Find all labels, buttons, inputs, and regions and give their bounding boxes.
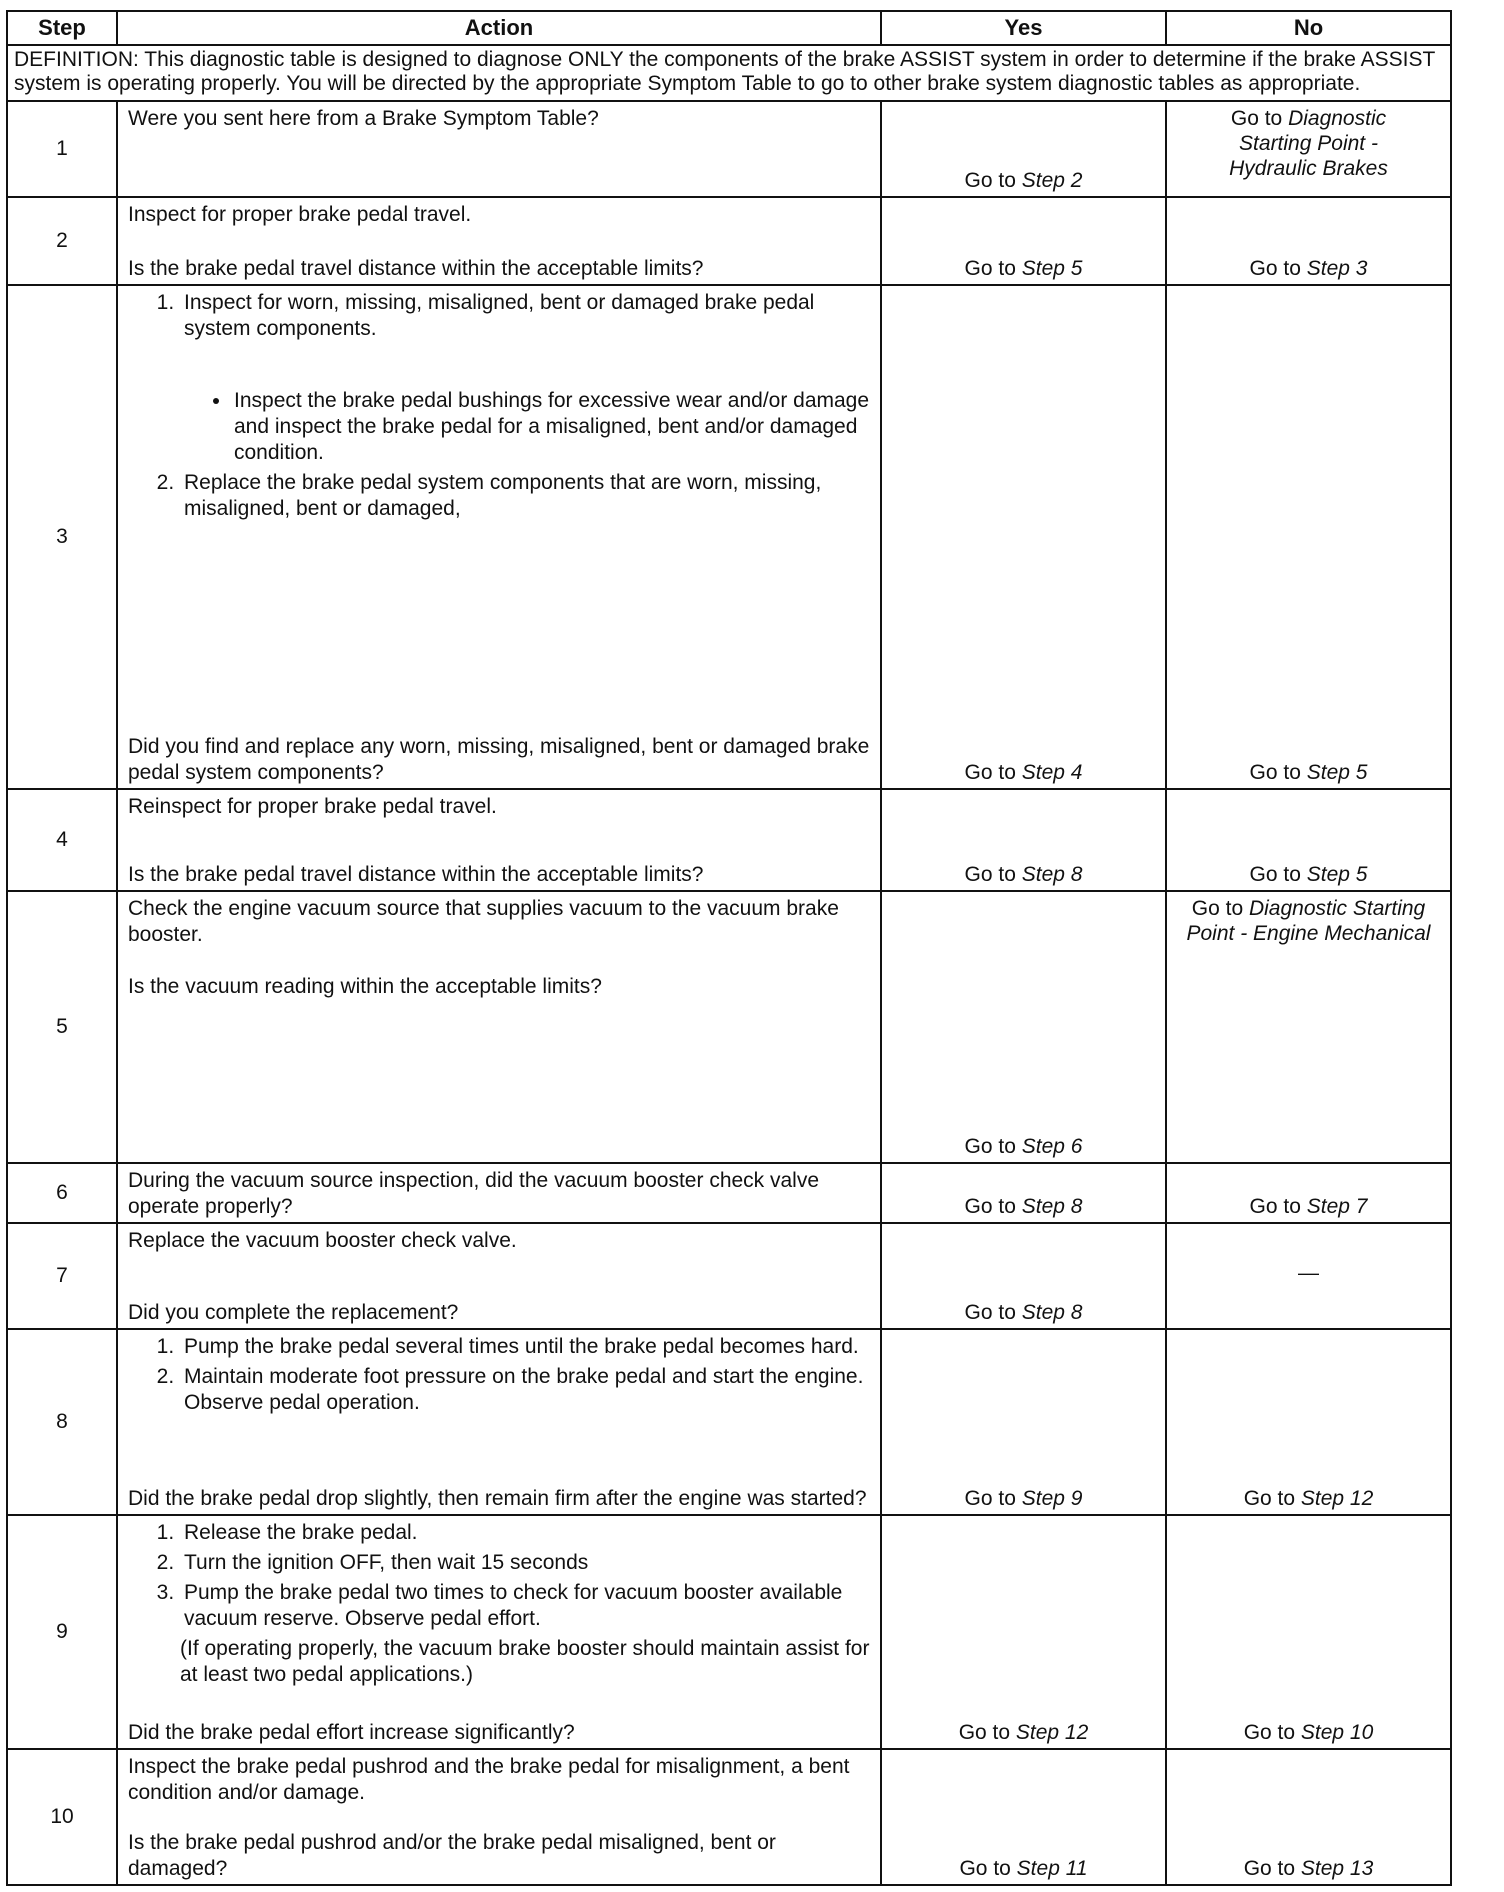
action-step-item: 2. Maintain moderate foot pressure on the brake pedal and start the engine. Observe pedal operation. [180, 1364, 870, 1416]
no-cell [1166, 1223, 1451, 1329]
no-cell [1166, 101, 1451, 197]
table-row [7, 101, 1451, 197]
yes-result: Go to Step 11 [959, 1857, 1088, 1880]
action-instruction: Check the engine vacuum source that supplies vacuum to the vacuum brake booster. [128, 897, 839, 946]
yes-cell [881, 789, 1166, 891]
no-step-ref[interactable]: Step 3 [1306, 257, 1368, 280]
yes-cell [881, 285, 1166, 789]
action-step-item: 1. Inspect for worn, missing, misaligned, bent or damaged brake pedal system components. • Inspect the brake pedal bushings for excessive wear and/or damage and inspect the brake pedal for a misaligned, bent and/or damaged condition. [180, 290, 870, 466]
action-step-item: 2. Replace the brake pedal system components that are worn, missing, misaligned, bent or damaged, [180, 470, 870, 522]
step-number: 3 [7, 285, 117, 789]
yes-step-ref[interactable]: Step 9 [1021, 1487, 1083, 1510]
yes-step-ref[interactable]: Step 12 [1015, 1721, 1089, 1744]
no-result: Go to Step 12 [1243, 1487, 1374, 1510]
yes-step-ref[interactable]: Step 11 [1016, 1857, 1088, 1880]
table-row [7, 197, 1451, 285]
action-cell [117, 197, 881, 285]
yes-step-ref[interactable]: Step 8 [1021, 1301, 1083, 1324]
step-number: 1 [7, 101, 117, 197]
no-result: Go to Step 7 [1249, 1195, 1368, 1218]
action-step-item: 1. Pump the brake pedal several times until the brake pedal becomes hard. [180, 1334, 870, 1360]
no-cell [1166, 285, 1451, 789]
action-cell [117, 789, 881, 891]
no-cell [1166, 789, 1451, 891]
step-number: 7 [7, 1223, 117, 1329]
action-question: Did you complete the replacement? [128, 1301, 459, 1324]
table-row [7, 1329, 1451, 1515]
no-step-ref[interactable]: Step 5 [1306, 863, 1368, 886]
yes-cell [881, 1329, 1166, 1515]
action-cell [117, 1749, 881, 1885]
yes-result: Go to Step 9 [964, 1487, 1083, 1510]
action-steps-list [128, 1520, 870, 1636]
header-row [7, 11, 1451, 45]
action-question: Did the brake pedal effort increase significantly? [128, 1721, 575, 1744]
action-cell [117, 285, 881, 789]
no-cell [1166, 1163, 1451, 1223]
no-cell [1166, 1749, 1451, 1885]
no-cell [1166, 1515, 1451, 1749]
yes-cell [881, 1749, 1166, 1885]
no-result: — [1298, 1261, 1319, 1285]
no-cell [1166, 197, 1451, 285]
yes-cell [881, 1163, 1166, 1223]
step-number: 5 [7, 891, 117, 1163]
no-step-ref[interactable]: Step 12 [1300, 1487, 1374, 1510]
yes-step-ref[interactable]: Step 4 [1021, 761, 1083, 784]
action-question: Were you sent here from a Brake Symptom Table? [128, 107, 599, 130]
yes-result: Go to Step 4 [964, 761, 1083, 784]
yes-step-ref[interactable]: Step 8 [1021, 1195, 1083, 1218]
table-row [7, 285, 1451, 789]
diagnostic-table-wrapper [6, 10, 1450, 1886]
table-row [7, 1749, 1451, 1885]
yes-cell [881, 891, 1166, 1163]
step-number: 10 [7, 1749, 117, 1885]
action-cell [117, 891, 881, 1163]
action-note: (If operating properly, the vacuum brake booster should maintain assist for at least two pedal applications.) [180, 1637, 870, 1686]
action-question: Is the brake pedal travel distance within the acceptable limits? [128, 863, 704, 886]
no-result: Go to Step 13 [1243, 1857, 1374, 1880]
yes-result: Go to Step 2 [964, 169, 1083, 192]
yes-cell [881, 1515, 1166, 1749]
yes-cell [881, 101, 1166, 197]
no-cell [1166, 1329, 1451, 1515]
action-cell [117, 1223, 881, 1329]
action-step-item: 2. Turn the ignition OFF, then wait 15 seconds [180, 1550, 870, 1576]
action-question: Is the brake pedal pushrod and/or the brake pedal misaligned, bent or damaged? [128, 1831, 776, 1880]
yes-cell [881, 197, 1166, 285]
action-question: During the vacuum source inspection, did the vacuum booster check valve operate properly? [128, 1169, 820, 1218]
header-no: No [1166, 11, 1451, 45]
step-number: 8 [7, 1329, 117, 1515]
action-instruction: Reinspect for proper brake pedal travel. [128, 795, 497, 818]
yes-step-ref[interactable]: Step 2 [1021, 169, 1083, 192]
header-yes: Yes [881, 11, 1166, 45]
action-instruction: Replace the vacuum booster check valve. [128, 1229, 517, 1252]
no-step-ref[interactable]: Step 7 [1306, 1195, 1368, 1218]
no-step-ref[interactable]: Step 13 [1300, 1857, 1374, 1880]
yes-cell [881, 1223, 1166, 1329]
action-question: Is the brake pedal travel distance within the acceptable limits? [128, 257, 704, 280]
no-result: Go to Step 5 [1249, 761, 1368, 784]
table-row [7, 1515, 1451, 1749]
yes-step-ref[interactable]: Step 5 [1021, 257, 1083, 280]
no-result: Go to Diagnostic Starting Point - Engine Mechanical [1186, 897, 1431, 945]
no-result: Go to Diagnostic Starting Point - Hydraulic Brakes [1229, 107, 1388, 180]
yes-result: Go to Step 6 [964, 1135, 1083, 1158]
action-cell [117, 1515, 881, 1749]
yes-step-ref[interactable]: Step 6 [1021, 1135, 1083, 1158]
action-instruction: Inspect for proper brake pedal travel. [128, 203, 472, 226]
action-steps-list [128, 1334, 870, 1420]
yes-result: Go to Step 8 [964, 1195, 1083, 1218]
no-step-ref[interactable]: Diagnostic Starting Point - Hydraulic Brakes [1229, 107, 1388, 180]
no-step-ref[interactable]: Step 5 [1306, 761, 1368, 784]
definition-text: DEFINITION: This diagnostic table is designed to diagnose ONLY the components of the brake ASSIST system in order to determine if the brake ASSIST system is operating properly. You will be directed by the appropriate Symptom Table to go to other brake system diagnostic tables as appropriate. [7, 45, 1451, 101]
action-question: Did the brake pedal drop slightly, then remain firm after the engine was started? [128, 1487, 867, 1510]
action-cell [117, 1163, 881, 1223]
table-row [7, 1163, 1451, 1223]
action-step-item: 1. Release the brake pedal. [180, 1520, 870, 1546]
action-bullet-list [184, 388, 870, 466]
action-question: Did you find and replace any worn, missing, misaligned, bent or damaged brake pedal system components? [128, 735, 870, 784]
action-question: Is the vacuum reading within the acceptable limits? [128, 975, 602, 998]
step-number: 2 [7, 197, 117, 285]
step-number: 4 [7, 789, 117, 891]
yes-result: Go to Step 8 [964, 1301, 1083, 1324]
action-steps-list [128, 290, 870, 526]
definition-row [7, 45, 1451, 101]
action-cell [117, 1329, 881, 1515]
no-cell [1166, 891, 1451, 1163]
yes-result: Go to Step 12 [958, 1721, 1089, 1744]
action-bullet-item: • Inspect the brake pedal bushings for excessive wear and/or damage and inspect the brake pedal for a misaligned, bent and/or damaged condition. [232, 388, 870, 466]
no-step-ref[interactable]: Step 10 [1300, 1721, 1374, 1744]
action-instruction: Inspect the brake pedal pushrod and the brake pedal for misalignment, a bent condition and/or damage. [128, 1755, 850, 1804]
table-row [7, 1223, 1451, 1329]
no-result: Go to Step 10 [1243, 1721, 1374, 1744]
no-step-ref[interactable]: Diagnostic Starting Point - Engine Mechanical [1186, 897, 1431, 945]
action-step-item: 3. Pump the brake pedal two times to check for vacuum booster available vacuum reserve. Observe pedal effort. [180, 1580, 870, 1632]
table-row [7, 789, 1451, 891]
no-result: Go to Step 5 [1249, 863, 1368, 886]
yes-result: Go to Step 5 [964, 257, 1083, 280]
header-action: Action [117, 11, 881, 45]
yes-result: Go to Step 8 [964, 863, 1083, 886]
step-number: 9 [7, 1515, 117, 1749]
brake-assist-diagnostic-table [6, 10, 1452, 1886]
action-cell [117, 101, 881, 197]
no-result: Go to Step 3 [1249, 257, 1368, 280]
yes-step-ref[interactable]: Step 8 [1021, 863, 1083, 886]
table-row [7, 891, 1451, 1163]
header-step: Step [7, 11, 117, 45]
step-number: 6 [7, 1163, 117, 1223]
